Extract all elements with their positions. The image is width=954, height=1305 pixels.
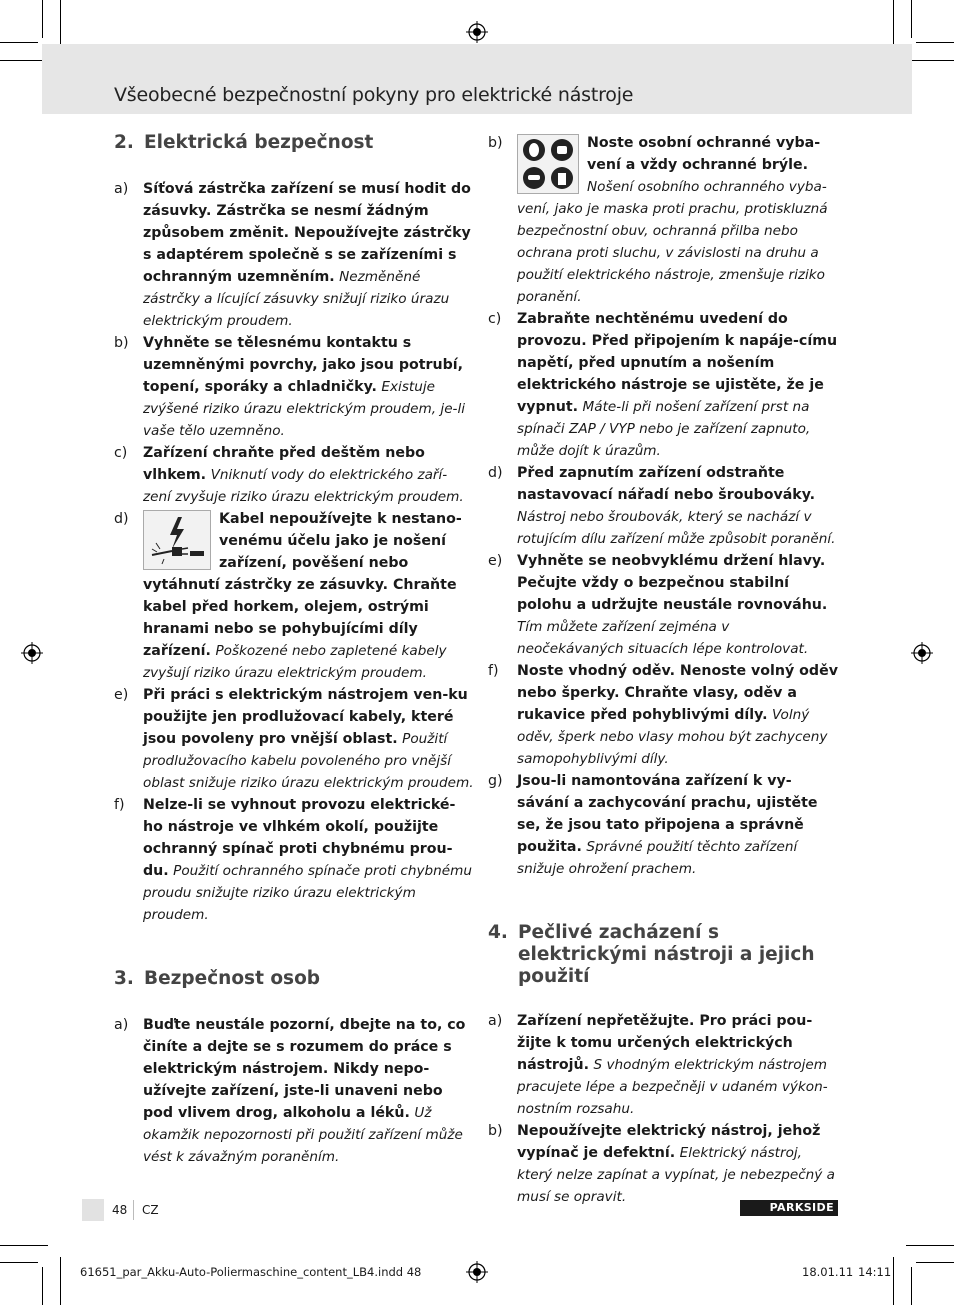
list-item: b) Noste osobní ochranné vyba-vení a vždy ochranné brýle. Nošení osobního ochranného vyba-vení, jako je maska proti prachu, protiskluzná bezpečnostní obuv, ochranná přilba nebo ochrana proti sluchu, v závislosti na druhu a použití elektrického nástroje, zmenšuje riziko poranění. bbox=[488, 135, 828, 305]
list-item: a) Zařízení nepřetěžujte. Pro práci pou-žijte k tomu určených elektrických nástrojů. S vhodným elektrickým nástrojem pracujete lépe a bezpečněji v udaném výkon-nostním rozsahu. bbox=[488, 1013, 828, 1117]
crop-mark bbox=[0, 1245, 48, 1246]
crop-mark bbox=[60, 0, 61, 48]
list-item: c) Zařízení chraňte před deštěm nebo vlhkem. Vniknutí vody do elektrického zaří-zení zvyšuje riziko úrazu elektrickým proudem. bbox=[114, 445, 464, 505]
crop-mark bbox=[893, 0, 894, 48]
crop-mark bbox=[916, 1262, 954, 1263]
print-slug-file: 61651_par_Akku-Auto-Poliermaschine_content_LB4.indd 48 bbox=[80, 1265, 422, 1279]
page-title: Všeobecné bezpečnostní pokyny pro elektrické nástroje bbox=[114, 84, 634, 106]
page-marker-box bbox=[82, 1199, 104, 1221]
brand-logo bbox=[740, 1200, 838, 1216]
crop-mark bbox=[0, 42, 38, 43]
crop-mark bbox=[42, 1267, 43, 1305]
registration-mark-icon bbox=[466, 21, 488, 43]
registration-mark-icon bbox=[466, 1261, 488, 1283]
list-item: g) Jsou-li namontována zařízení k vy-sávání a zachycování prachu, ujistěte se, že jsou tato připojena a správně použita. Správné použití těchto zařízení snižuje ohrožení prachem. bbox=[488, 773, 818, 877]
list-item: d) Před zapnutím zařízení odstraňte nastavovací nářadí nebo šroubováky. Nástroj nebo šroubovák, který se nachází v rotujícím dílu zařízení může způsobit poranění. bbox=[488, 465, 836, 547]
left-column bbox=[114, 132, 474, 1168]
crop-mark bbox=[911, 1267, 912, 1305]
section-heading-3: 3. Bezpečnost osob bbox=[114, 968, 321, 989]
crop-mark bbox=[0, 1262, 38, 1263]
list-item: b) Nepoužívejte elektrický nástroj, jehož vypínač je defektní. Elektrický nástroj, který nelze zapínat a vypínat, je nebezpečný a musí se opravit. bbox=[488, 1123, 835, 1205]
crop-mark bbox=[916, 42, 954, 43]
language-code: CZ bbox=[142, 1203, 159, 1217]
crop-mark bbox=[0, 60, 48, 61]
crop-mark bbox=[893, 1257, 894, 1305]
right-column bbox=[488, 132, 840, 1208]
list-item: e) Při práci s elektrickým nástrojem ven-ku použijte jen prodlužovací kabely, které jsou povoleny pro vnější oblast. Použití prodlužovacího kabelu povoleného pro vnější oblast snižuje riziko úrazu elektrickým proudem. bbox=[114, 687, 474, 791]
list-item: c) Zabraňte nechtěnému uvedení do provozu. Před připojením k napáje-címu napětí, před upnutím a nošením elektrického nástroje se ujistěte, že je vypnut. Máte-li při nošení zařízení prst na spínači ZAP / VYP nebo je zařízení zapnuto, může dojít k úrazům. bbox=[488, 311, 838, 459]
registration-mark-icon bbox=[21, 642, 43, 664]
electric-cable-hazard-icon bbox=[143, 510, 211, 570]
print-slug-date: 18.01.11 bbox=[802, 1265, 854, 1279]
crop-mark bbox=[906, 1245, 954, 1246]
section-heading-4: 4. Pečlivé zacházení s elektrickými nástroji a jejich použití bbox=[488, 922, 815, 987]
list-item: e) Vyhněte se neobvyklému držení hlavy. Pečujte vždy o bezpečnou stabilní polohu a udržujte neustále rovnováhu. Tím můžete zařízení zejména v neočekávaných situacích lépe kontrolovat. bbox=[488, 553, 828, 657]
list-item: a) Buďte neustále pozorní, dbejte na to, co činíte a dejte se s rozumem do práce s elektrickým nástrojem. Nikdy nepo-užívejte zařízení, jste-li unaveni nebo pod vlivem drog, alkoholu a léků. Už okamžik nepozornosti při použití zařízení může vést k závažným poraněním. bbox=[114, 1017, 466, 1165]
crop-mark bbox=[906, 60, 954, 61]
page-number: 48 bbox=[112, 1203, 128, 1217]
list-item: f) Noste vhodný oděv. Nenoste volný oděv nebo šperky. Chraňte vlasy, oděv a rukavice před pohyblivými díly. Volný oděv, šperk nebo vlasy mohou být zachyceny samopohyblivými díly. bbox=[488, 663, 838, 767]
registration-mark-icon bbox=[911, 642, 933, 664]
section-heading-2: 2. Elektrická bezpečnost bbox=[114, 132, 374, 153]
crop-mark bbox=[911, 0, 912, 38]
print-slug-time: 14:11 bbox=[858, 1265, 892, 1279]
list-item: a) Síťová zástrčka zařízení se musí hodit do zásuvky. Zástrčka se nesmí žádným způsobem změnit. Nepoužívejte zástrčky s adaptérem společně s se zařízeními s ochranným uzemněním. Nezměněné zástrčky a lícující zásuvky snižují riziko úrazu elektrickým proudem. bbox=[114, 181, 471, 329]
protective-equipment-icon bbox=[517, 134, 579, 194]
list-item: d) Kabel nepoužívejte k nestano-venému účelu jako je nošení zařízení, pověšení nebo vytáhnutí zástrčky ze zásuvky. Chraňte kabel před horkem, olejem, ostrými hranami nebo se pohybujícími díly zařízení. Poškozené nebo zapletené kabely zvyšují riziko úrazu elektrickým proudem. bbox=[114, 511, 462, 681]
list-item: f) Nelze-li se vyhnout provozu elektrické-ho nástroje ve vlhkém okolí, použijte ochranný spínač proti chybnému prou-du. Použití ochranného spínače proti chybnému proudu snižujte riziko úrazu elektrickým proudem. bbox=[114, 797, 472, 923]
footer-divider bbox=[133, 1200, 134, 1220]
crop-mark bbox=[60, 1257, 61, 1305]
list-item: b) Vyhněte se tělesnému kontaktu s uzemněnými povrchy, jako jsou potrubí, topení, sporáky a chladničky. Existuje zvýšené riziko úrazu elektrickým proudem, je-li vaše tělo uzemněno. bbox=[114, 335, 466, 439]
brand-logo-text: PARKSIDE bbox=[769, 1201, 834, 1214]
crop-mark bbox=[42, 0, 43, 38]
